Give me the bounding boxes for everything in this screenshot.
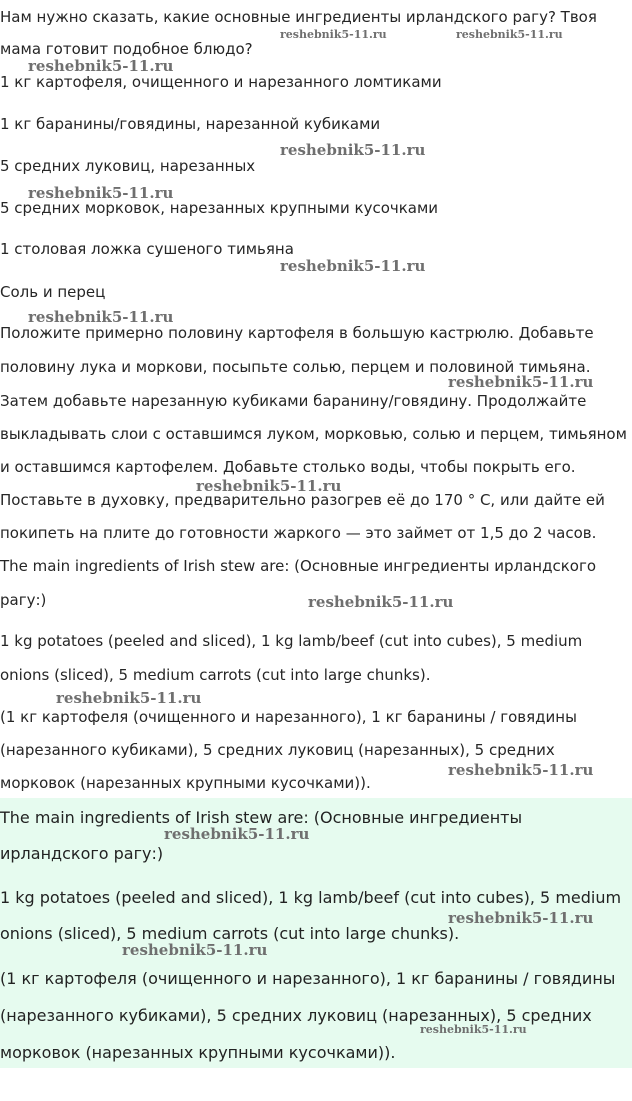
watermark: reshebnik5-11.ru <box>420 1023 527 1036</box>
answer-line: (нарезанного кубиками), 5 средних луковиц (нарезанных), 5 средних <box>0 741 555 759</box>
answer-line: onions (sliced), 5 medium carrots (cut into large chunks). <box>0 666 431 684</box>
watermark: reshebnik5-11.ru <box>164 825 310 843</box>
question-line-1: Нам нужно сказать, какие основные ингредиенты ирландского рагу? Твоя <box>0 8 597 26</box>
instruction-line: выкладывать слои с оставшимся луком, морковью, солью и перцем, тимьяном <box>0 425 627 443</box>
instruction-line: Затем добавьте нарезанную кубиками баранину/говядину. Продолжайте <box>0 392 587 410</box>
watermark: reshebnik5-11.ru <box>280 141 426 159</box>
answer-box-line: 1 kg potatoes (peeled and sliced), 1 kg lamb/beef (cut into cubes), 5 medium <box>0 888 622 907</box>
watermark: reshebnik5-11.ru <box>28 308 174 326</box>
instruction-line: и оставшимся картофелем. Добавьте столько воды, чтобы покрыть его. <box>0 458 576 476</box>
answer-box-line: The main ingredients of Irish stew are: (Основные ингредиенты <box>0 808 523 827</box>
answer-line: The main ingredients of Irish stew are: (Основные ингредиенты ирландского <box>0 557 597 575</box>
ingredient-item: 1 кг баранины/говядины, нарезанной кубиками <box>0 115 381 133</box>
watermark: reshebnik5-11.ru <box>122 941 268 959</box>
answer-line: 1 kg potatoes (peeled and sliced), 1 kg lamb/beef (cut into cubes), 5 medium <box>0 632 583 650</box>
watermark: reshebnik5-11.ru <box>196 477 342 495</box>
answer-box <box>0 798 632 1068</box>
answer-box-line: ирландского рагу:) <box>0 844 164 863</box>
question-line-2: мама готовит подобное блюдо? <box>0 40 253 58</box>
answer-box-line: onions (sliced), 5 medium carrots (cut into large chunks). <box>0 924 460 943</box>
answer-line: рагу:) <box>0 591 47 609</box>
watermark: reshebnik5-11.ru <box>28 57 174 75</box>
watermark: reshebnik5-11.ru <box>280 28 387 41</box>
watermark: reshebnik5-11.ru <box>28 184 174 202</box>
ingredient-item: 1 столовая ложка сушеного тимьяна <box>0 240 294 258</box>
answer-line: (1 кг картофеля (очищенного и нарезанного), 1 кг баранины / говядины <box>0 708 577 726</box>
watermark: reshebnik5-11.ru <box>56 689 202 707</box>
instruction-line: Поставьте в духовку, предварительно разогрев её до 170 ° C, или дайте ей <box>0 491 605 509</box>
ingredient-item: 1 кг картофеля, очищенного и нарезанного ломтиками <box>0 73 442 91</box>
answer-box-line: морковок (нарезанных крупными кусочками)). <box>0 1043 396 1062</box>
watermark: reshebnik5-11.ru <box>448 373 594 391</box>
answer-line: морковок (нарезанных крупными кусочками)). <box>0 774 371 792</box>
ingredient-item: Соль и перец <box>0 283 106 301</box>
watermark: reshebnik5-11.ru <box>280 257 426 275</box>
instruction-line: Положите примерно половину картофеля в большую кастрюлю. Добавьте <box>0 324 594 342</box>
answer-box-line: (1 кг картофеля (очищенного и нарезанного), 1 кг баранины / говядины <box>0 969 616 988</box>
watermark: reshebnik5-11.ru <box>456 28 563 41</box>
answer-box-line: (нарезанного кубиками), 5 средних луковиц (нарезанных), 5 средних <box>0 1006 592 1025</box>
instruction-line: покипеть на плите до готовности жаркого — это займет от 1,5 до 2 часов. <box>0 524 597 542</box>
watermark: reshebnik5-11.ru <box>448 909 594 927</box>
instruction-line: половину лука и моркови, посыпьте солью, перцем и половиной тимьяна. <box>0 358 591 376</box>
ingredient-item: 5 средних луковиц, нарезанных <box>0 157 256 175</box>
ingredient-item: 5 средних морковок, нарезанных крупными кусочками <box>0 199 439 217</box>
watermark: reshebnik5-11.ru <box>448 761 594 779</box>
watermark: reshebnik5-11.ru <box>308 593 454 611</box>
